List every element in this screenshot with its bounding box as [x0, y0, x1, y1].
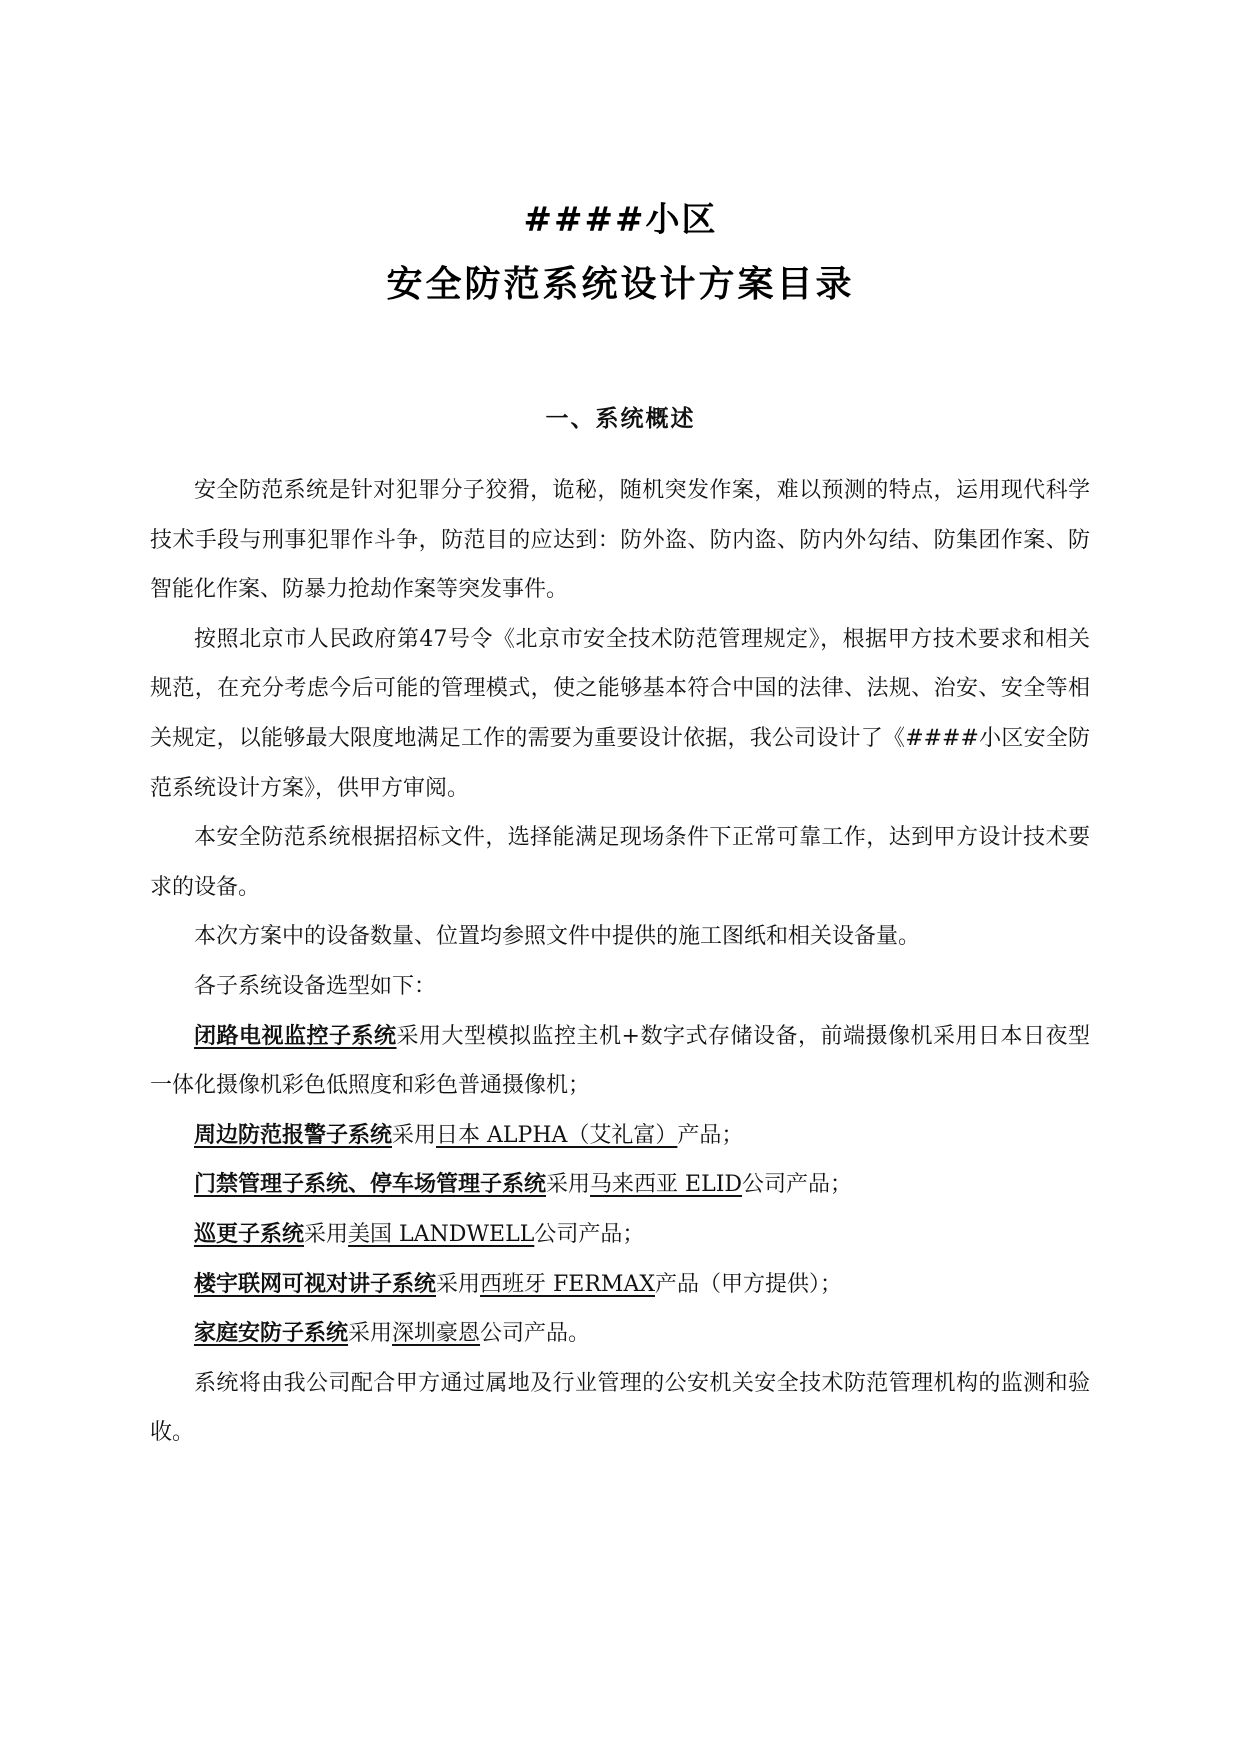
paragraph-closing: 系统将由我公司配合甲方通过属地及行业管理的公安机关安全技术防范管理机构的监测和验收。	[150, 1370, 1090, 1446]
subsystem-text-before: 采用	[392, 1122, 437, 1148]
paragraph-basis: 按照北京市人民政府第47号令《北京市安全技术防范管理规定》，根据甲方技术要求和相关规范，在充分考虑今后可能的管理模式，使之能够基本符合中国的法律、法规、治安、安全等相关规定，以能够最大限度地满足工作的需要为重要设计依据，我公司设计了《####小区安全防范系统设计方案》，供甲方审阅。	[150, 626, 1090, 801]
subsystem-text-after: 大型模拟监控主机+数字式存储设备，前端摄像机采用日本日夜型一体化摄像机彩色低照度和彩色普通摄像机；	[150, 1023, 1090, 1099]
paragraph-quantity: 本次方案中的设备数量、位置均参照文件中提供的施工图纸和相关设备量。	[194, 924, 921, 950]
paragraph-selection-intro: 各子系统设备选型如下：	[194, 973, 437, 999]
subsystem-text-before: 采用	[436, 1271, 481, 1297]
subsystem-name: 家庭安防子系统	[194, 1321, 349, 1347]
subsystem-text-before: 采用	[546, 1172, 591, 1198]
subsystem-item	[150, 1260, 1090, 1310]
subsystem-name: 门禁管理子系统、停车场管理子系统	[194, 1172, 547, 1198]
subsystem-text-before: 采用	[348, 1321, 393, 1347]
document-title-line1: ####小区	[523, 200, 718, 240]
document-body	[150, 466, 1090, 1458]
subsystem-item	[150, 1160, 1090, 1210]
subsystem-vendor: 西班牙 FERMAX	[480, 1271, 655, 1297]
subsystem-name: 闭路电视监控子系统	[194, 1023, 397, 1049]
subsystem-item	[150, 1210, 1090, 1260]
subsystem-item	[150, 1111, 1090, 1161]
subsystem-text-after: 产品（甲方提供）；	[655, 1271, 843, 1297]
subsystem-vendor: 马来西亚 ELID	[590, 1172, 743, 1198]
subsystem-name: 楼宇联网可视对讲子系统	[194, 1271, 437, 1297]
paragraph-equipment: 本安全防范系统根据招标文件，选择能满足现场条件下正常可靠工作，达到甲方设计技术要求的设备。	[150, 825, 1090, 900]
subsystem-text-before: 采用	[396, 1023, 442, 1049]
subsystem-item	[150, 1309, 1090, 1359]
subsystem-name: 巡更子系统	[194, 1221, 305, 1247]
paragraph-intro: 安全防范系统是针对犯罪分子狡猾，诡秘，随机突发作案，难以预测的特点，运用现代科学技术手段与刑事犯罪作斗争，防范目的应达到：防外盗、防内盗、防内外勾结、防集团作案、防智能化作案、防暴力抢劫作案等突发事件。	[150, 478, 1090, 603]
subsystem-text-after: 产品；	[677, 1122, 744, 1148]
subsystem-item	[150, 1012, 1090, 1111]
subsystem-text-before: 采用	[304, 1221, 349, 1247]
subsystem-text-after: 公司产品；	[742, 1172, 853, 1198]
document-title-line2: 安全防范系统设计方案目录	[386, 264, 855, 305]
section-heading: 一、系统概述	[545, 406, 696, 432]
subsystem-name: 周边防范报警子系统	[194, 1122, 393, 1148]
subsystem-vendor: 深圳豪恩	[392, 1321, 481, 1347]
subsystem-text-after: 公司产品；	[534, 1221, 645, 1247]
subsystem-vendor: 美国 LANDWELL	[348, 1221, 535, 1247]
subsystem-vendor: 日本 ALPHA（艾礼富）	[436, 1122, 678, 1148]
subsystem-text-after: 公司产品。	[480, 1321, 591, 1347]
